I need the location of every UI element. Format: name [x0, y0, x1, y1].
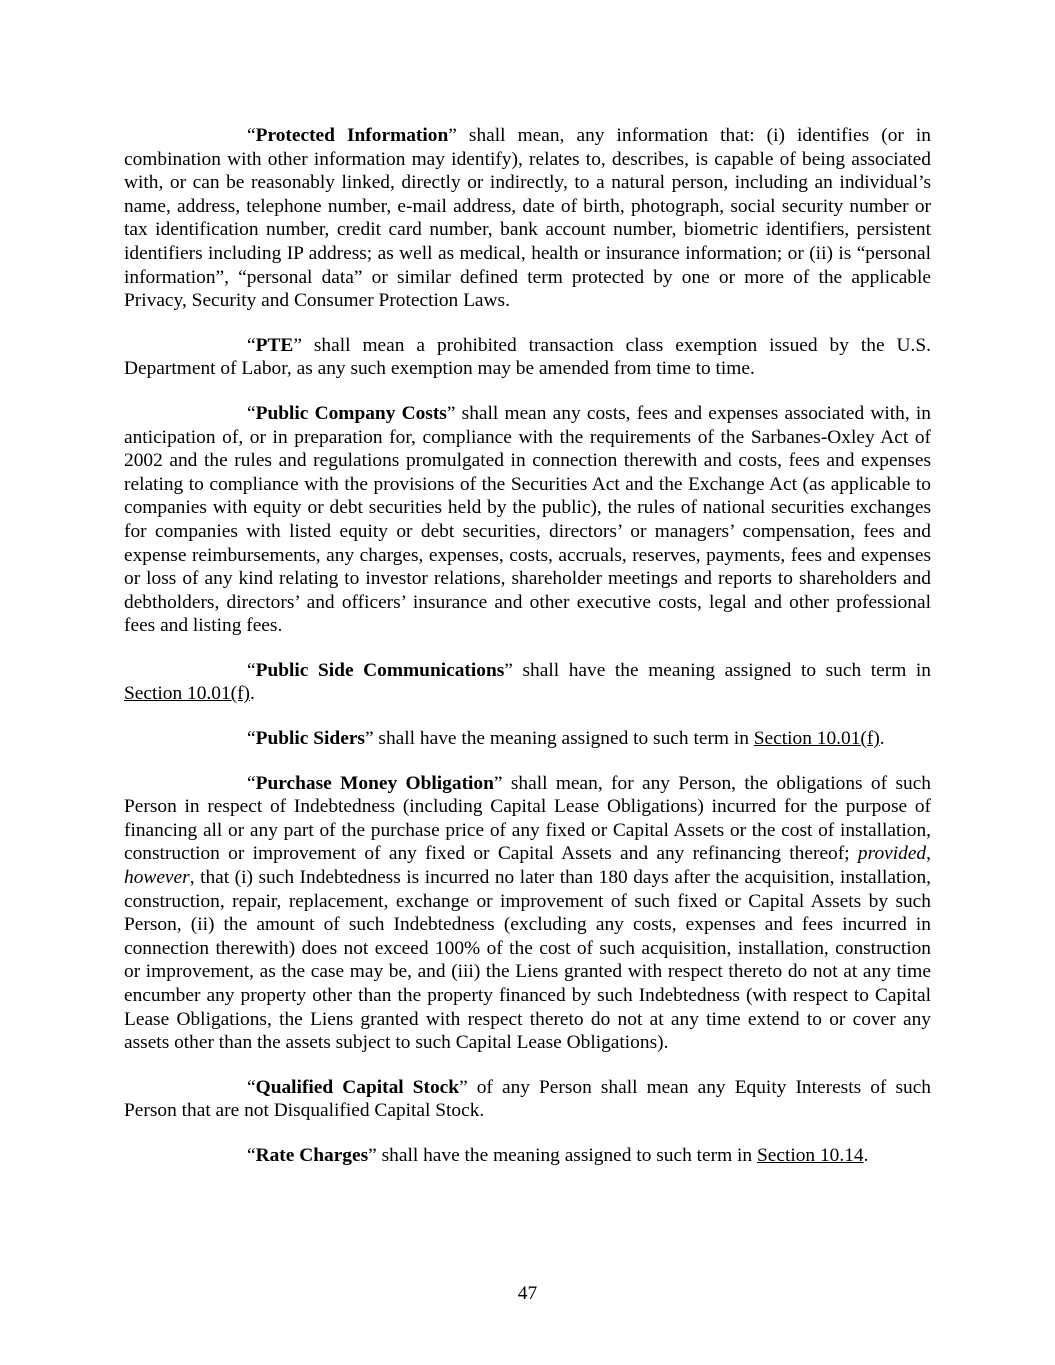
italic-provided: provided — [857, 843, 927, 865]
definition-text: ” shall have the meaning assigned to such term in — [364, 728, 754, 750]
open-quote: “ — [247, 1144, 256, 1166]
open-quote: “ — [247, 728, 256, 750]
italic-however: however — [124, 867, 190, 889]
definition-text-rest: , that (i) such Indebtedness is incurred no later than 180 days after the acquisition, installation, construction, repair, replacement, exchange or improvement of such fixed or Capital Assets by such Person, (ii) the amount of such Indebtedness (excluding any costs, expenses and fees incurred in connection therewith) does not exceed 100% of the cost of such acquisition, installation, construction or improvement, as the case may be, and (iii) the Liens granted with respect thereto do not at any time encumber any property other than the property financed by such Indebtedness (with respect to Capital Lease Obligations, the Liens granted with respect thereto do not at any time extend to or cover any assets other than the assets subject to such Capital Lease Obligations). — [124, 867, 931, 1054]
comma: , — [926, 843, 931, 865]
open-quote: “ — [247, 772, 256, 794]
definition-pte — [124, 334, 931, 381]
open-quote: “ — [247, 125, 256, 146]
defined-term: Qualified Capital Stock — [255, 1076, 460, 1098]
document-page — [124, 124, 931, 1189]
open-quote: “ — [247, 334, 256, 356]
section-reference: Section 10.01(f) — [124, 683, 251, 705]
definition-text: ” shall have the meaning assigned to such term in — [504, 659, 931, 681]
defined-term: Public Company Costs — [255, 402, 447, 424]
definition-qualified-capital-stock — [124, 1076, 931, 1123]
period: . — [863, 1144, 869, 1166]
definition-text: ” of any Person shall mean any Equity Interests of such Person that are not Disqualified Capital Stock. — [124, 1076, 931, 1122]
section-reference: Section 10.01(f) — [753, 728, 880, 750]
definition-protected-information — [124, 124, 931, 313]
definition-public-side-communications — [124, 659, 931, 706]
period: . — [879, 728, 885, 750]
open-quote: “ — [247, 402, 256, 424]
defined-term: Public Side Communications — [255, 659, 505, 681]
definition-text: ” shall mean a prohibited transaction class exemption issued by the U.S. Department of Labor, as any such exemption may be amended from time to time. — [124, 334, 931, 380]
open-quote: “ — [247, 1076, 256, 1098]
definition-public-siders — [124, 727, 931, 751]
defined-term: Protected Information — [255, 125, 449, 146]
period: . — [250, 683, 255, 705]
definition-text: ” shall have the meaning assigned to such term in — [368, 1144, 757, 1166]
open-quote: “ — [247, 659, 256, 681]
defined-term: Rate Charges — [255, 1144, 369, 1166]
defined-term: Public Siders — [255, 728, 365, 750]
definition-text: ” shall mean, any information that: (i) identifies (or in combination with other information may identify), relates to, describes, is capable of being associated with, or can be reasonably linked, directly or indirectly, to a natural person, including an individual’s name, address, telephone number, e-mail address, date of birth, photograph, social security number or tax identification number, credit card number, bank account number, biometric identifiers, persistent identifiers including IP address; as well as medical, health or insurance information; or (ii) is “personal information”, “personal data” or similar defined term protected by one or more of the applicable Privacy, Security and Consumer Protection Laws. — [124, 125, 931, 312]
page-number: 47 — [517, 1283, 538, 1304]
definition-text: ” shall mean, for any Person, the obligations of such Person in respect of Indebtedness (including Capital Lease Obligations) incurred for the purpose of financing all or any part of the purchase price of any fixed or Capital Assets or the cost of installation, construction or improvement of any fixed or Capital Assets and any refinancing thereof; — [124, 772, 931, 865]
section-reference: Section 10.14 — [756, 1144, 864, 1166]
definition-public-company-costs — [124, 402, 931, 638]
definition-purchase-money-obligation — [124, 772, 931, 1055]
definition-rate-charges — [124, 1144, 931, 1168]
defined-term: PTE — [255, 334, 294, 356]
defined-term: Purchase Money Obligation — [255, 772, 494, 794]
definition-text: ” shall mean any costs, fees and expenses associated with, in anticipation of, or in preparation for, compliance with the requirements of the Sarbanes-Oxley Act of 2002 and the rules and regulations promulgated in connection therewith and costs, fees and expenses relating to compliance with the provisions of the Securities Act and the Exchange Act (as applicable to companies with equity or debt securities held by the public), the rules of national securities exchanges for companies with listed equity or debt securities, directors’ or managers’ compensation, fees and expense reimbursements, any charges, expenses, costs, accruals, reserves, payments, fees and expenses or loss of any kind relating to investor relations, shareholder meetings and reports to shareholders and debtholders, directors’ and officers’ insurance and other executive costs, legal and other professional fees and listing fees. — [124, 402, 931, 637]
